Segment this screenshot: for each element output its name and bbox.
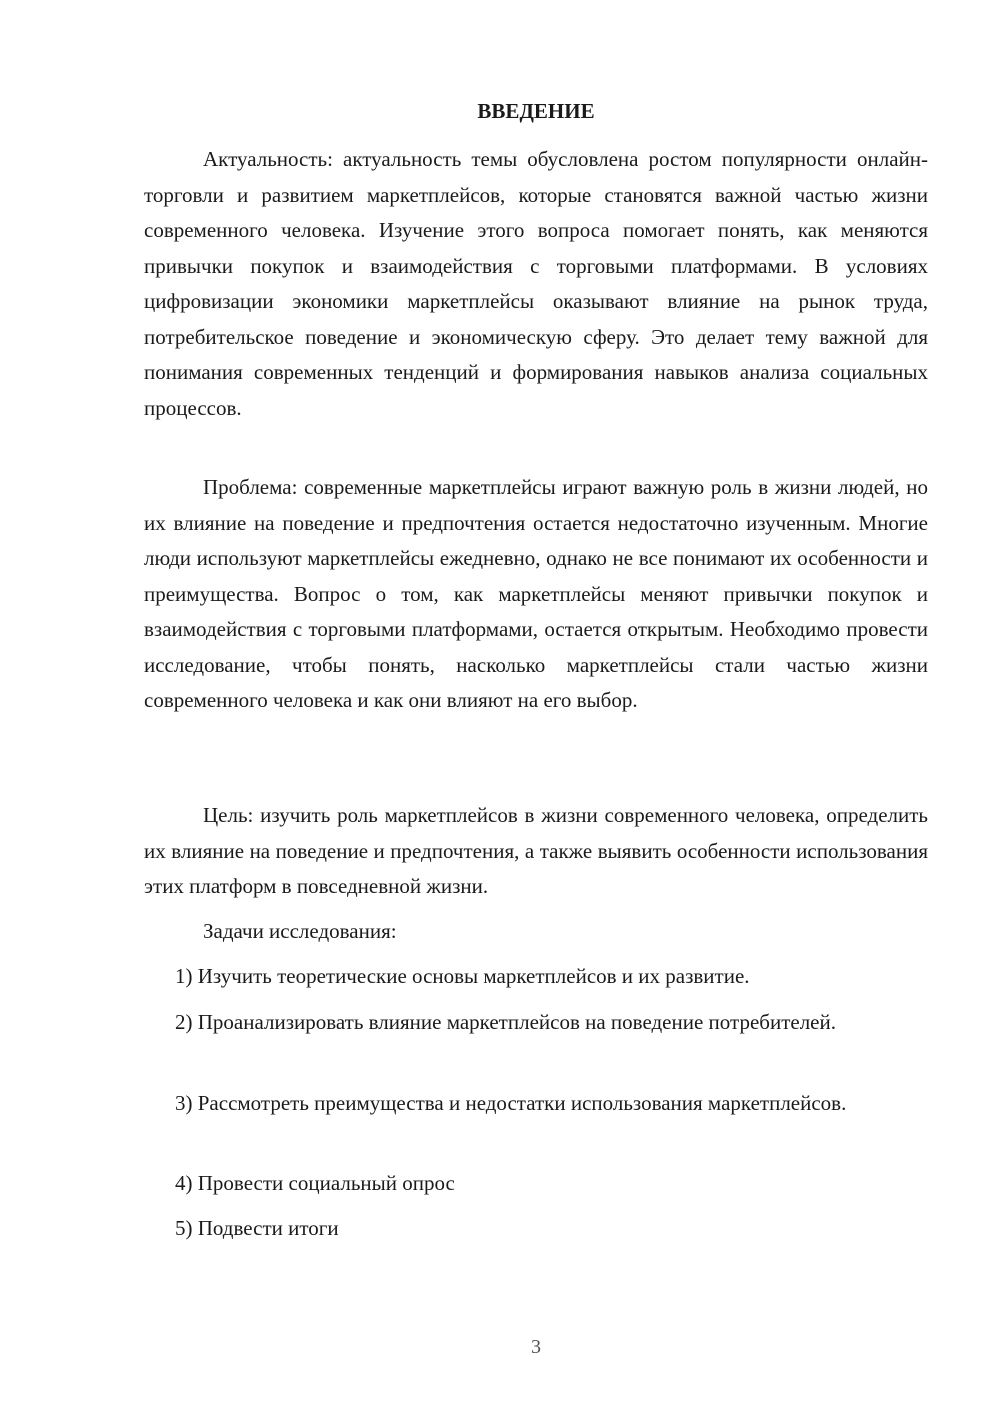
goal-paragraph: Цель: изучить роль маркетплейсов в жизни современного человека, определить их влияние на поведение и предпочтения, а также выявить особенности использования этих платформ в повседневной жизни. <box>144 803 928 898</box>
tasks-heading: Задачи исследования: <box>203 919 397 943</box>
task-item-1: 1) Изучить теоретические основы маркетплейсов и их развитие. <box>175 964 750 988</box>
relevance-paragraph: Актуальность: актуальность темы обусловлена ростом популярности онлайн-торговли и развитием маркетплейсов, которые становятся важной частью жизни современного человека. Изучение этого вопроса помогает понять, как меняются привычки покупок и взаимодействия с торговыми платформами. В условиях цифровизации экономики маркетплейсы оказывают влияние на рынок труда, потребительское поведение и экономическую сферу. Это делает тему важной для понимания современных тенденций и формирования навыков анализа социальных процессов. <box>144 147 928 420</box>
problem-paragraph: Проблема: современные маркетплейсы играют важную роль в жизни людей, но их влияние на поведение и предпочтения остается недостаточно изученным. Многие люди используют маркетплейсы ежедневно, однако не все понимают их особенности и преимущества. Вопрос о том, как маркетплейсы меняют привычки покупок и взаимодействия с торговыми платформами, остается открытым. Необходимо провести исследование, чтобы понять, насколько маркетплейсы стали частью жизни современного человека и как они влияют на его выбор. <box>144 475 928 712</box>
task-item-5: 5) Подвести итоги <box>175 1216 339 1240</box>
page-number: 3 <box>531 1336 541 1358</box>
task-item-3: 3) Рассмотреть преимущества и недостатки использования маркетплейсов. <box>175 1091 847 1115</box>
task-item-2: 2) Проанализировать влияние маркетплейсов на поведение потребителей. <box>175 1010 836 1034</box>
section-title: ВВЕДЕНИЕ <box>477 99 595 123</box>
task-item-4: 4) Провести социальный опрос <box>175 1171 455 1195</box>
